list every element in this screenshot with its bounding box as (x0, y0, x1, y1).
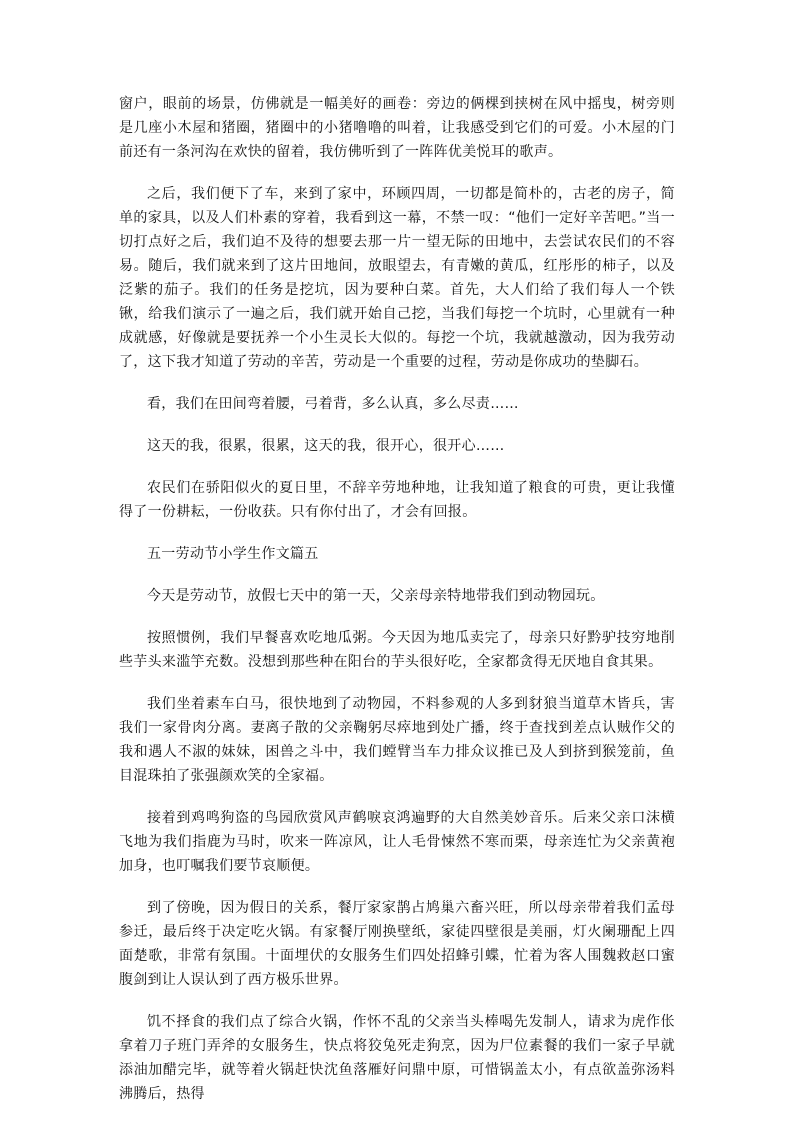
paragraph-continuation: 窗户，眼前的场景，仿佛就是一幅美好的画卷：旁边的俩棵到挟树在风中摇曳，树旁则是几座小木屋和猪圈，猪圈中的小猪噜噜的叫着，让我感受到它们的可爱。小木屋的门前还有一条河沟在欢快的留着，我仿佛听到了一阵阵优美悦耳的歌声。 (119, 96, 675, 160)
essay-body (119, 92, 675, 1124)
section-heading: 五一劳动节小学生作文篇五 (147, 546, 319, 562)
paragraph: 接着到鸡鸣狗盗的鸟园欣赏风声鹤唳哀鸿遍野的大自然美妙音乐。后来父亲口沫横飞地为我们指鹿为马时，吹来一阵凉风，让人毛骨悚然不寒而栗，母亲连忙为父亲黄袍加身，也叮嘱我们要节哀顺便。 (119, 810, 675, 874)
paragraph: 这天的我，很累，很累，这天的我，很开心，很开心…… (147, 438, 505, 454)
paragraph: 我们坐着素车白马，很快地到了动物园，不料参观的人多到豺狼当道草木皆兵，害我们一家骨肉分离。妻离子散的父亲鞠躬尽瘁地到处广播，终于查找到差点认贼作父的我和遇人不淑的妹妹，困兽之斗中，我们螳臂当车力排众议推已及人到挤到猴笼前，鱼目混珠拍了张强颜欢笑的全家福。 (119, 696, 675, 784)
paragraph: 看，我们在田间弯着腰，弓着背，多么认真，多么尽责…… (147, 396, 519, 412)
paragraph: 按照惯例，我们早餐喜欢吃地瓜粥。今天因为地瓜卖完了，母亲只好黔驴技穷地削些芋头来滥竽充数。没想到那些种在阳台的芋头很好吃，全家都贪得无厌地自食其果。 (119, 630, 675, 670)
paragraph: 之后，我们便下了车，来到了家中，环顾四周，一切都是简朴的，古老的房子，简单的家具，以及人们朴素的穿着，我看到这一幕，不禁一叹：“他们一定好辛苦吧。”当一切打点好之后，我们迫不及待的想要去那一片一望无际的田地中，去尝试农民们的不容易。随后，我们就来到了这片田地间，放眼望去，有青嫩的黄瓜，红彤彤的柿子，以及泛紫的茄子。我们的任务是挖坑，因为要种白菜。首先，大人们给了我们每人一个铁锹，给我们演示了一遍之后，我们就开始自己挖，当我们每挖一个坑时，心里就有一种成就感，好像就是要抚养一个小生灵长大似的。每挖一个坑，我就越激动，因为我劳动了，这下我才知道了劳动的辛苦，劳动是一个重要的过程，劳动是你成功的垫脚石。 (119, 186, 675, 370)
paragraph: 到了傍晚，因为假日的关系，餐厅家家鹊占鸠巢六畜兴旺，所以母亲带着我们孟母参迁，最后终于决定吃火锅。有家餐厅刚换壁纸，家徒四壁很是美丽，灯火阑珊配上四面楚歌，非常有氛围。十面埋伏的女服务生们四处招蜂引蝶，忙着为客人围魏救赵口蜜腹剑到让人误认到了西方极乐世界。 (119, 900, 675, 988)
paragraph: 农民们在骄阳似火的夏日里，不辞辛劳地种地，让我知道了粮食的可贵，更让我懂得了一份耕耘，一份收获。只有你付出了，才会有回报。 (119, 480, 675, 520)
paragraph: 饥不择食的我们点了综合火锅，作怀不乱的父亲当头棒喝先发制人，请求为虎作伥拿着刀子班门弄斧的女服务生，快点将狡兔死走狗烹，因为尸位素餐的我们一家子早就添油加醋完毕，就等着火锅赶快沈鱼落雁好问鼎中原，可惜锅盖太小，有点欲盖弥汤料沸腾后，热得 (119, 1014, 675, 1102)
paragraph: 今天是劳动节，放假七天中的第一天，父亲母亲特地带我们到动物园玩。 (147, 588, 605, 604)
